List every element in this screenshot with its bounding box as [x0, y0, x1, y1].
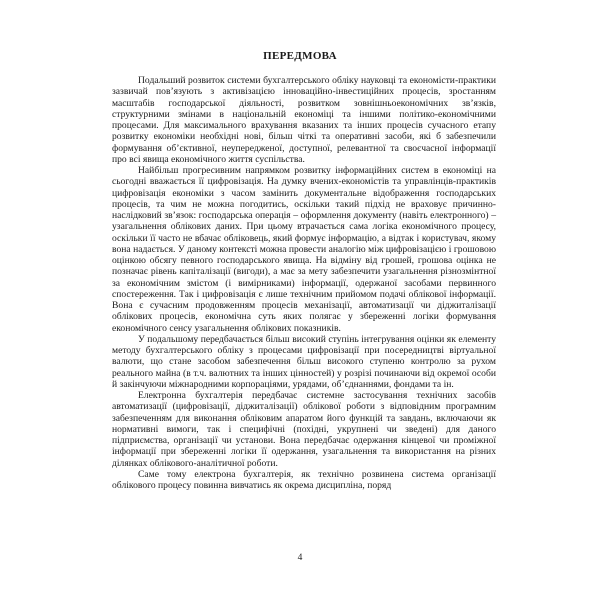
document-body: [112, 75, 496, 491]
page-title: ПЕРЕДМОВА: [263, 50, 337, 62]
paragraph: Подальший розвиток системи бухгалтерського обліку науковці та економісти-практики зазвичай пов’язують з активізацією інноваційно-інвестиційних процесів, зростанням масштабів господарської діяльності, розвитком зовнішньоекономічних зв’язків, структурними змінами в національній економіці та іншими політико-економічними процесами. Для максимального врахування вказаних та інших процесів сучасного етапу розвитку економіки необхідні нові, більш чіткі та оперативні засоби, які б забезпечили формування об’єктивної, неупередженої, доступної, релевантної та своєчасної інформації про всі явища економічного життя суспільства.: [112, 75, 496, 165]
paragraph: Найбільш прогресивним напрямком розвитку інформаційних систем в економіці на сьогодні вважається її цифровізація. На думку вчених-економістів та управлінців-практиків цифровізація економіки з часом замінить документальне відображення господарських процесів, та чим не можна погодитись, оскільки такий підхід не враховує причинно-наслідковий зв’язок: господарська операція – оформлення документу (навіть електронного) – узагальнення облікових даних. При цьому втрачається сама логіка економічного процесу, оскільки її часто не вбачає обліковець, який формує інформацію, а відтак і користувач, якому вона надається. У даному контексті можна провести аналогію між цифровізацією і грошовою оцінкою обсягу певного господарського явища. На відміну від грошей, грошова оцінка не позначає рівень капіталізації (вигоди), а має за мету забезпечити узагальнення різнозмінтної за економічним змістом (і вимірниками) інформації, одержаної засобами первинного спостереження. Так і цифровізація є лише технічним прийомом подачі облікової інформації. Вона є сучасним продовженням процесів механізації, автоматизації чи діджиталізації облікових процесів, економічна суть яких полягає у збереженні логіки формування економічного сенсу узагальнення облікових показників.: [112, 165, 496, 334]
paragraph: Електронна бухгалтерія передбачає системне застосування технічних засобів автоматизації (цифровізації, діджиталізації) облікової роботи з відповідним програмним забезпеченням для виконання обліковим апаратом його функцій та завдань, включаючи як нормативні вимоги, так і специфічні (похідні, укрупнені чи зведені) для даного підприємства, організації чи установи. Вона передбачає одержання кінцевої чи проміжної інформації при збереженні логіки її одержання, узагальнення та використання на різних ділянках облікового-аналітичної роботи.: [112, 390, 496, 469]
page-number: 4: [297, 553, 303, 563]
paragraph: Саме тому електрона бухгалтерія, як технічно розвинена система організації облікового процесу повинна вивчатись як окрема дисципліна, поряд: [112, 468, 496, 491]
paragraph: У подальшому передбачається більш високий ступінь інтегрування оцінки як елементу методу бухгалтерського обліку з процесами цифровізації при посередництві віртуальної валюти, що стане засобом забезпечення більш високого ступеню контролю за рухом реального майна (в т.ч. валютних та інших цінностей) у розрізі починаючи від окремої особи й закінчуючи міжнародними корпораціями, урядами, об’єднаннями, фондами та ін.: [112, 333, 496, 390]
